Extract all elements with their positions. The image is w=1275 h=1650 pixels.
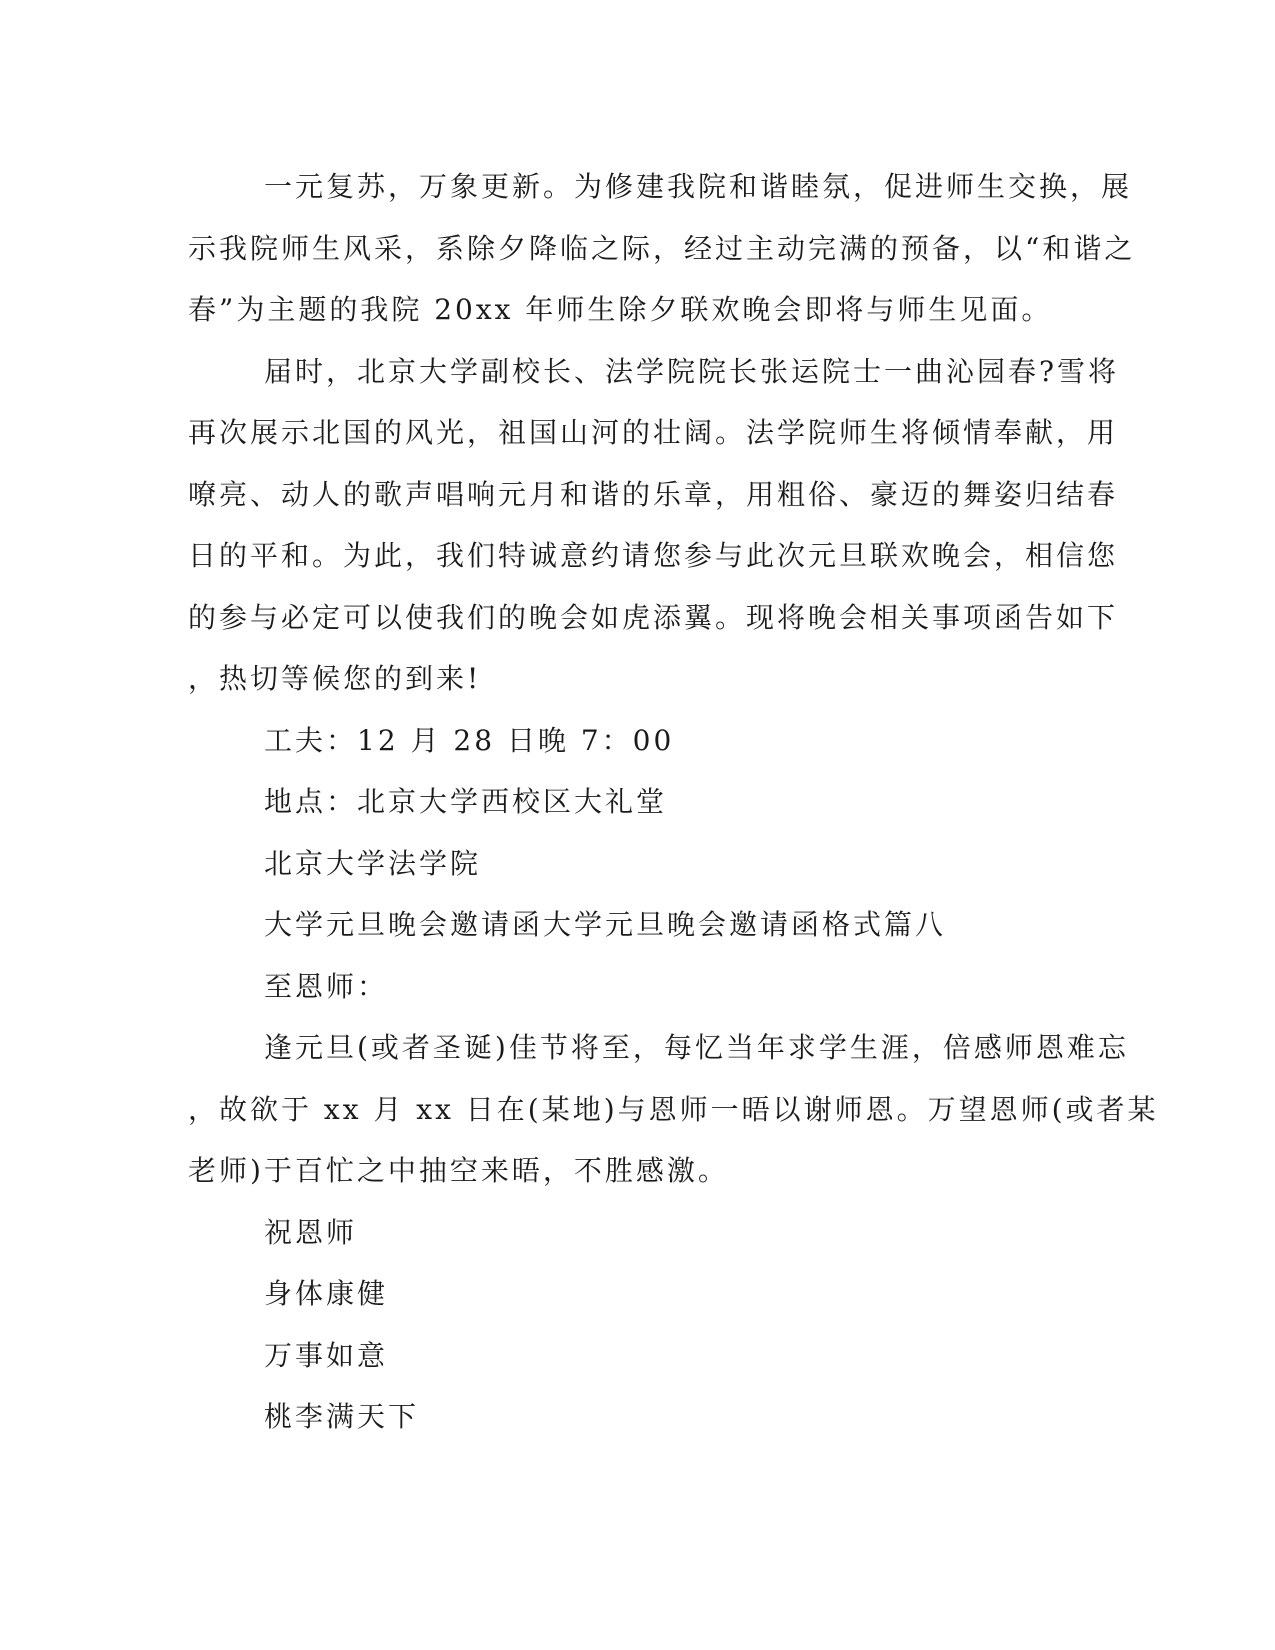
- paragraph-line: 日的平和。为此，我们特诚意约请您参与此次元旦联欢晚会，相信您: [188, 539, 1119, 572]
- closing-line: 身体康健: [264, 1277, 389, 1310]
- paragraph-line: 嘹亮、动人的歌声唱响元月和谐的乐章，用粗俗、豪迈的舞姿归结春: [188, 477, 1119, 511]
- closing-line: 桃李满天下: [264, 1400, 420, 1433]
- sender-line: 北京大学法学院: [264, 846, 482, 880]
- paragraph-line: 届时，北京大学副校长、法学院院长张运院士一曲沁园春?雪将: [264, 354, 1120, 388]
- closing-line: 祝恩师: [264, 1215, 358, 1249]
- paragraph-line: 老师)于百忙之中抽空来晤，不胜感激。: [188, 1154, 729, 1187]
- salutation-line: 至恩师：: [264, 969, 389, 1003]
- paragraph-line: ，热切等候您的到来!: [188, 662, 482, 695]
- event-time-line: 工夫：12 月 28 日晚 7：00: [264, 723, 675, 757]
- paragraph-line: 再次展示北国的风光，祖国山河的壮阔。法学院师生将倾情奉献，用: [188, 416, 1119, 449]
- section-heading: 大学元旦晚会邀请函大学元旦晚会邀请函格式篇八: [264, 908, 947, 941]
- event-location-line: 地点：北京大学西校区大礼堂: [264, 785, 668, 818]
- paragraph-line: ，故欲于 xx 月 xx 日在(某地)与恩师一晤以谢师恩。万望恩师(或者某: [188, 1092, 1159, 1126]
- paragraph-line: 逢元旦(或者圣诞)佳节将至，每忆当年求学生涯，倍感师恩难忘: [264, 1031, 1129, 1064]
- paragraph-line: 示我院师生风采，系除夕降临之际，经过主动完满的预备，以“和谐之: [188, 231, 1136, 265]
- document-body: [188, 156, 1159, 1448]
- closing-line: 万事如意: [264, 1338, 389, 1372]
- paragraph-line: 一元复苏，万象更新。为修建我院和谐睦氛，促进师生交换，展: [264, 170, 1133, 203]
- paragraph-line: 春”为主题的我院 20xx 年师生除夕联欢晚会即将与师生见面。: [188, 293, 1053, 326]
- paragraph-line: 的参与必定可以使我们的晚会如虎添翼。现将晚会相关事项函告如下: [188, 600, 1119, 634]
